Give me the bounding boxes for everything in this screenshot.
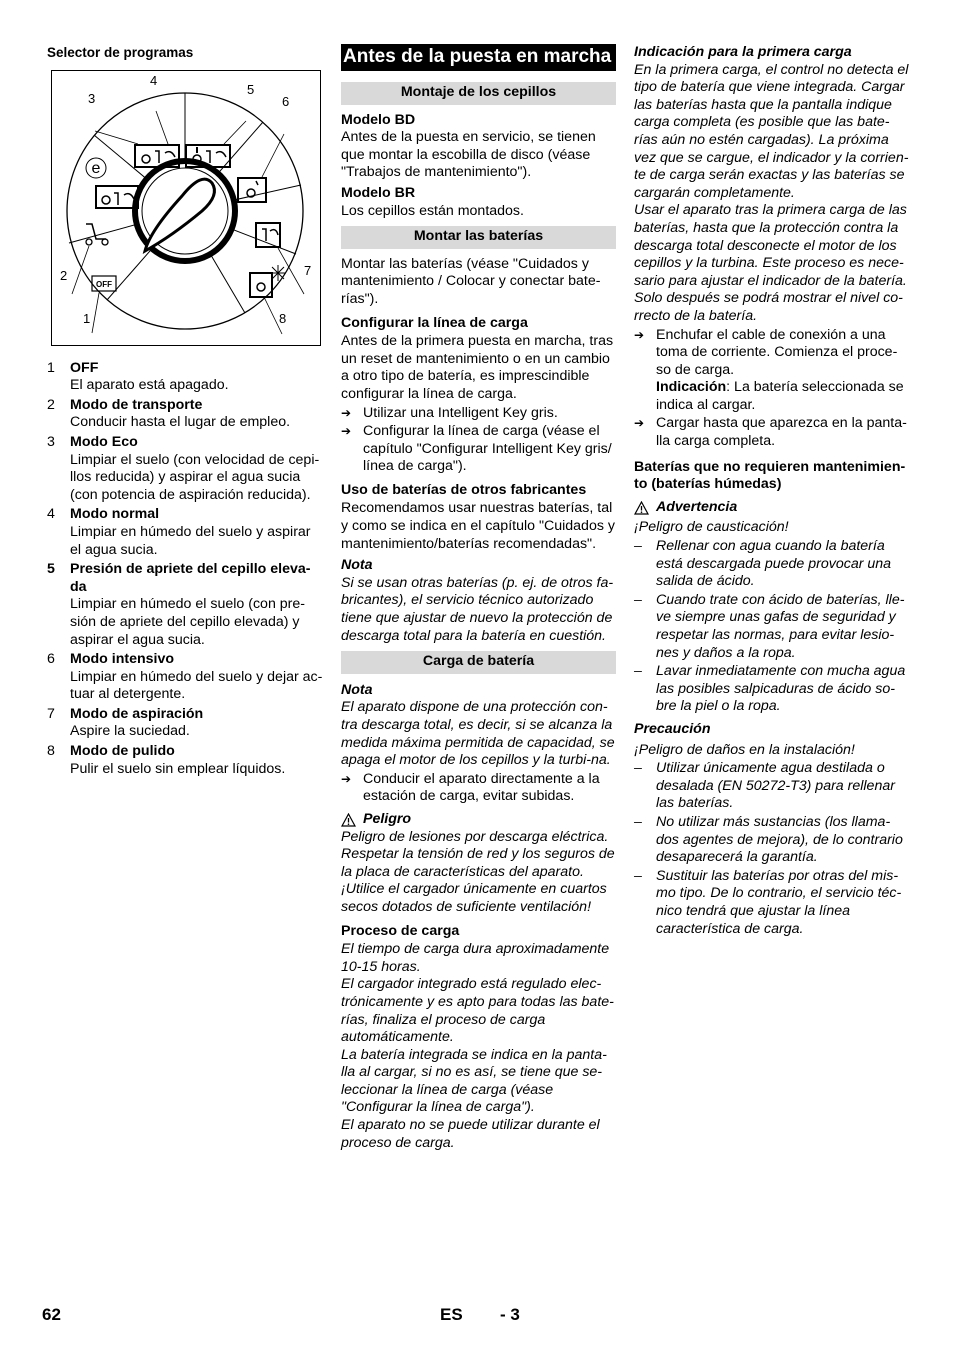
item-number: 6 <box>47 651 55 668</box>
item-title: Modo de aspiración <box>70 705 204 722</box>
indication-label: Indicación <box>656 379 727 396</box>
caution-item-text: Sustituir las baterías por otras del mis-mo tipo. De lo contrario, el servicio téc-nico tendrá que ajustar la línea característica de carga. <box>656 867 902 937</box>
item-number: 5 <box>47 561 55 578</box>
list-item <box>47 706 323 724</box>
eco-icon-label: e <box>91 159 101 177</box>
process-text-2: El cargador integrado está regulado elec-trónicamente y es apto para todas las bate-rías, finaliza el proceso de carga automáticamente. <box>341 976 614 1046</box>
item-description: El aparato está apagado. <box>70 377 229 394</box>
bd-heading: Modelo BD <box>341 111 416 128</box>
item-description: Limpiar en húmedo del suelo y dejar ac-tuar al detergente. <box>70 668 323 703</box>
section-title: Antes de la puesta en marcha <box>341 44 616 71</box>
indication-text: : La batería seleccionada se indica al cargar. <box>656 379 904 413</box>
step-text: Enchufar el cable de conexión a una toma de corriente. Comienza el proce-so de carga. <box>656 326 898 378</box>
item-description: Limpiar el suelo (con velocidad de cepi-llos reducida) y aspirar el agua sucia (con potencia de aspiración reducida). <box>70 451 320 503</box>
item-title: Modo de pulido <box>70 743 175 760</box>
transport-mode-icon <box>86 224 108 245</box>
first-charge-text-1: En la primera carga, el control no detecta el tipo de batería que viene integrada. Cargar las baterías hasta que la pantalla indique carga completa (es posible que las bate-rías aún no estén cargadas). La próxima vez que se cargue, el indicador y la corrien-te de carga serán exactas y las baterías se cargarán completamente. <box>634 61 909 201</box>
advert-label: Advertencia <box>656 498 738 515</box>
caution-item-text: No utilizar más sustancias (los llama-dos agentes de mejora), de lo contrario desaparecerá la garantía. <box>656 813 903 866</box>
arrow-icon: ➔ <box>634 416 645 431</box>
wet-batteries-heading: Baterías que no requieren mantenimien-to (baterías húmedas) <box>634 458 906 493</box>
first-charge-heading: Indicación para la primera carga <box>634 44 852 60</box>
advert-item <box>634 538 910 591</box>
item-number: 3 <box>47 433 55 450</box>
dash-marker: – <box>634 591 642 608</box>
caution-item <box>634 814 910 867</box>
note2-step <box>341 771 616 806</box>
program-selector-dial <box>52 71 320 345</box>
br-heading: Modelo BR <box>341 184 416 201</box>
off-icon-label: OFF <box>96 279 112 289</box>
process-text-4: El aparato no se puede utilizar durante el proceso de carga. <box>341 1117 600 1151</box>
config-text: Antes de la primera puesta en marcha, tras un reset de mantenimiento o en un cambio a otro tipo de batería, es imprescindible configurar la línea de carga. <box>341 333 614 402</box>
note2-text: El aparato dispone de una protección con-tra descarga total, es decir, si se alcanza la medida máxima permitida de capacidad, se apaga el motor de los cepillos y la turbi-na. <box>341 699 615 769</box>
dash-marker: – <box>634 538 642 555</box>
caution-sub: ¡Peligro de daños en la instalación! <box>634 741 855 758</box>
advert-item-text: Lavar inmediatamente con mucha agua las posibles salpicaduras de ácido so-bre la piel o la ropa. <box>656 663 906 715</box>
dial-number-5: 5 <box>247 81 255 97</box>
first-charge-step-1 <box>634 327 910 415</box>
advert-item-text: Cuando trate con ácido de baterías, lle-ve siempre unas gafas de seguridad y respetar las normas, para evitar lesio-nes y daños a la ropa. <box>656 591 905 661</box>
item-number: 4 <box>47 506 55 523</box>
item-number: 8 <box>47 743 55 760</box>
dash-marker: – <box>634 813 642 830</box>
list-item <box>47 360 323 378</box>
other-text: Recomendamos usar nuestras baterías, tal y como se indica en el capítulo "Cuidados y mantenimiento/baterías recomendadas". <box>341 500 615 552</box>
other-heading: Uso de baterías de otros fabricantes <box>341 481 587 498</box>
first-charge-step-2 <box>634 415 910 450</box>
process-text-3: La batería integrada se indica en la panta-lla al cargar, si no es así, se tiene que se-leccionar la línea de carga (véase "Configurar la línea de carga"). <box>341 1046 607 1116</box>
step-text: Conducir el aparato directamente a la estación de carga, evitar subidas. <box>363 770 600 805</box>
program-list <box>47 360 323 779</box>
dial-number-3: 3 <box>88 90 96 106</box>
arrow-icon: ➔ <box>341 424 352 439</box>
step-indication <box>656 379 910 414</box>
config-step-1 <box>341 405 616 423</box>
config-heading: Configurar la línea de carga <box>341 314 528 331</box>
advert-item-text: Rellenar con agua cuando la batería está descargada puede provocar una salida de ácido. <box>656 538 892 590</box>
arrow-icon: ➔ <box>341 771 352 786</box>
list-item <box>47 506 323 524</box>
dial-number-4: 4 <box>150 72 158 88</box>
item-description: Limpiar en húmedo el suelo (con pre-sión de apriete del cepillo elevada) y aspirar el agua sucia. <box>70 596 306 648</box>
selector-heading: Selector de programas <box>47 45 194 60</box>
dial-number-8: 8 <box>279 310 287 326</box>
note2-label: Nota <box>341 681 373 698</box>
dash-marker: – <box>634 663 642 680</box>
item-title: Presión de apriete del cepillo eleva-da <box>70 561 311 595</box>
caution-item-text: Utilizar únicamente agua destilada o desalada (EN 50272-T3) para rellenar las baterías. <box>656 760 895 812</box>
item-title: Modo de transporte <box>70 396 203 413</box>
note1-text: Si se usan otras baterías (p. ej. de otros fa-bricantes), el servicio técnico autorizado tiene que ajustar de nuevo la protección de descarga total para la batería en cuestión. <box>341 574 614 644</box>
caution-item <box>634 760 910 813</box>
list-item <box>47 434 323 452</box>
caution-item <box>634 868 910 938</box>
band-charge: Carga de batería <box>341 651 616 674</box>
item-title: Modo intensivo <box>70 651 175 668</box>
step-text: Utilizar una Intelligent Key gris. <box>363 404 558 421</box>
item-title: Modo normal <box>70 506 160 523</box>
dial-number-7: 7 <box>304 262 312 278</box>
dash-marker: – <box>634 760 642 777</box>
warning-triangle-icon <box>634 501 649 515</box>
column-middle <box>341 44 616 1152</box>
step-text: Cargar hasta que aparezca en la panta-lla carga completa. <box>656 415 907 450</box>
bd-text: Antes de la puesta en servicio, se tienen que montar la escobilla de disco (véase "Trabajos de mantenimiento"). <box>341 129 596 181</box>
process-heading: Proceso de carga <box>341 922 460 939</box>
off-mode-icon <box>92 276 116 291</box>
dial-number-1: 1 <box>83 310 91 326</box>
item-title: Modo Eco <box>70 433 138 450</box>
warning-triangle-icon <box>341 813 356 827</box>
language-code: ES <box>440 1305 463 1324</box>
dash-marker: – <box>634 867 642 884</box>
process-text-1: El tiempo de carga dura aproximadamente 10-15 horas. <box>341 941 610 975</box>
advert-header <box>634 499 910 517</box>
dial-number-2: 2 <box>60 267 68 283</box>
column-right <box>634 44 910 939</box>
advert-item <box>634 592 910 662</box>
item-title: OFF <box>70 359 99 376</box>
br-text: Los cepillos están montados. <box>341 202 524 219</box>
dial-number-6: 6 <box>282 93 290 109</box>
caution-label: Precaución <box>634 720 711 737</box>
item-number: 2 <box>47 396 55 413</box>
item-number: 7 <box>47 705 55 722</box>
section-number: - 3 <box>500 1305 520 1324</box>
config-step-2 <box>341 423 616 476</box>
item-description: Pulir el suelo sin emplear líquidos. <box>70 760 286 777</box>
page-number: 62 <box>42 1305 61 1324</box>
danger-label: Peligro <box>363 810 412 827</box>
advert-sub: ¡Peligro de causticación! <box>634 519 789 536</box>
first-charge-text-2: Usar el aparato tras la primera carga de las baterías, hasta que la protección contra la descarga total desconecte el motor de los cepillos y la turbina. Este proceso es nece-sario para ajustar el indicador de la batería. Solo después se podrá mostrar el nivel co-rrecto de la batería. <box>634 202 907 324</box>
item-number: 1 <box>47 359 55 376</box>
list-item <box>47 397 323 415</box>
band-brushes: Montaje de los cepillos <box>341 82 616 105</box>
step-body <box>656 327 910 415</box>
band-batteries: Montar las baterías <box>341 226 616 249</box>
item-description: Conducir hasta el lugar de empleo. <box>70 414 291 431</box>
list-item <box>47 651 323 669</box>
step-text: Configurar la línea de carga (véase el capítulo "Configurar Intelligent Key gris/ línea de carga"). <box>363 423 612 475</box>
column-left <box>47 44 323 780</box>
arrow-icon: ➔ <box>634 327 645 342</box>
advert-item <box>634 663 910 716</box>
batteries-text: Montar las baterías (véase "Cuidados y mantenimiento / Colocar y conectar bate-rías"). <box>341 255 601 307</box>
program-selector-figure <box>51 70 321 346</box>
item-description: Limpiar en húmedo del suelo y aspirar el agua sucia. <box>70 523 311 558</box>
arrow-icon: ➔ <box>341 405 352 420</box>
list-item <box>47 743 323 761</box>
list-item <box>47 561 323 596</box>
danger-header <box>341 811 616 829</box>
danger-text: Peligro de lesiones por descarga eléctrica. Respetar la tensión de red y los seguros de la placa de características del aparato. ¡Utilice el cargador únicamente en cuartos secos dotados de suficiente ventilación! <box>341 828 615 915</box>
note1-label: Nota <box>341 557 373 574</box>
item-description: Aspire la suciedad. <box>70 723 190 740</box>
